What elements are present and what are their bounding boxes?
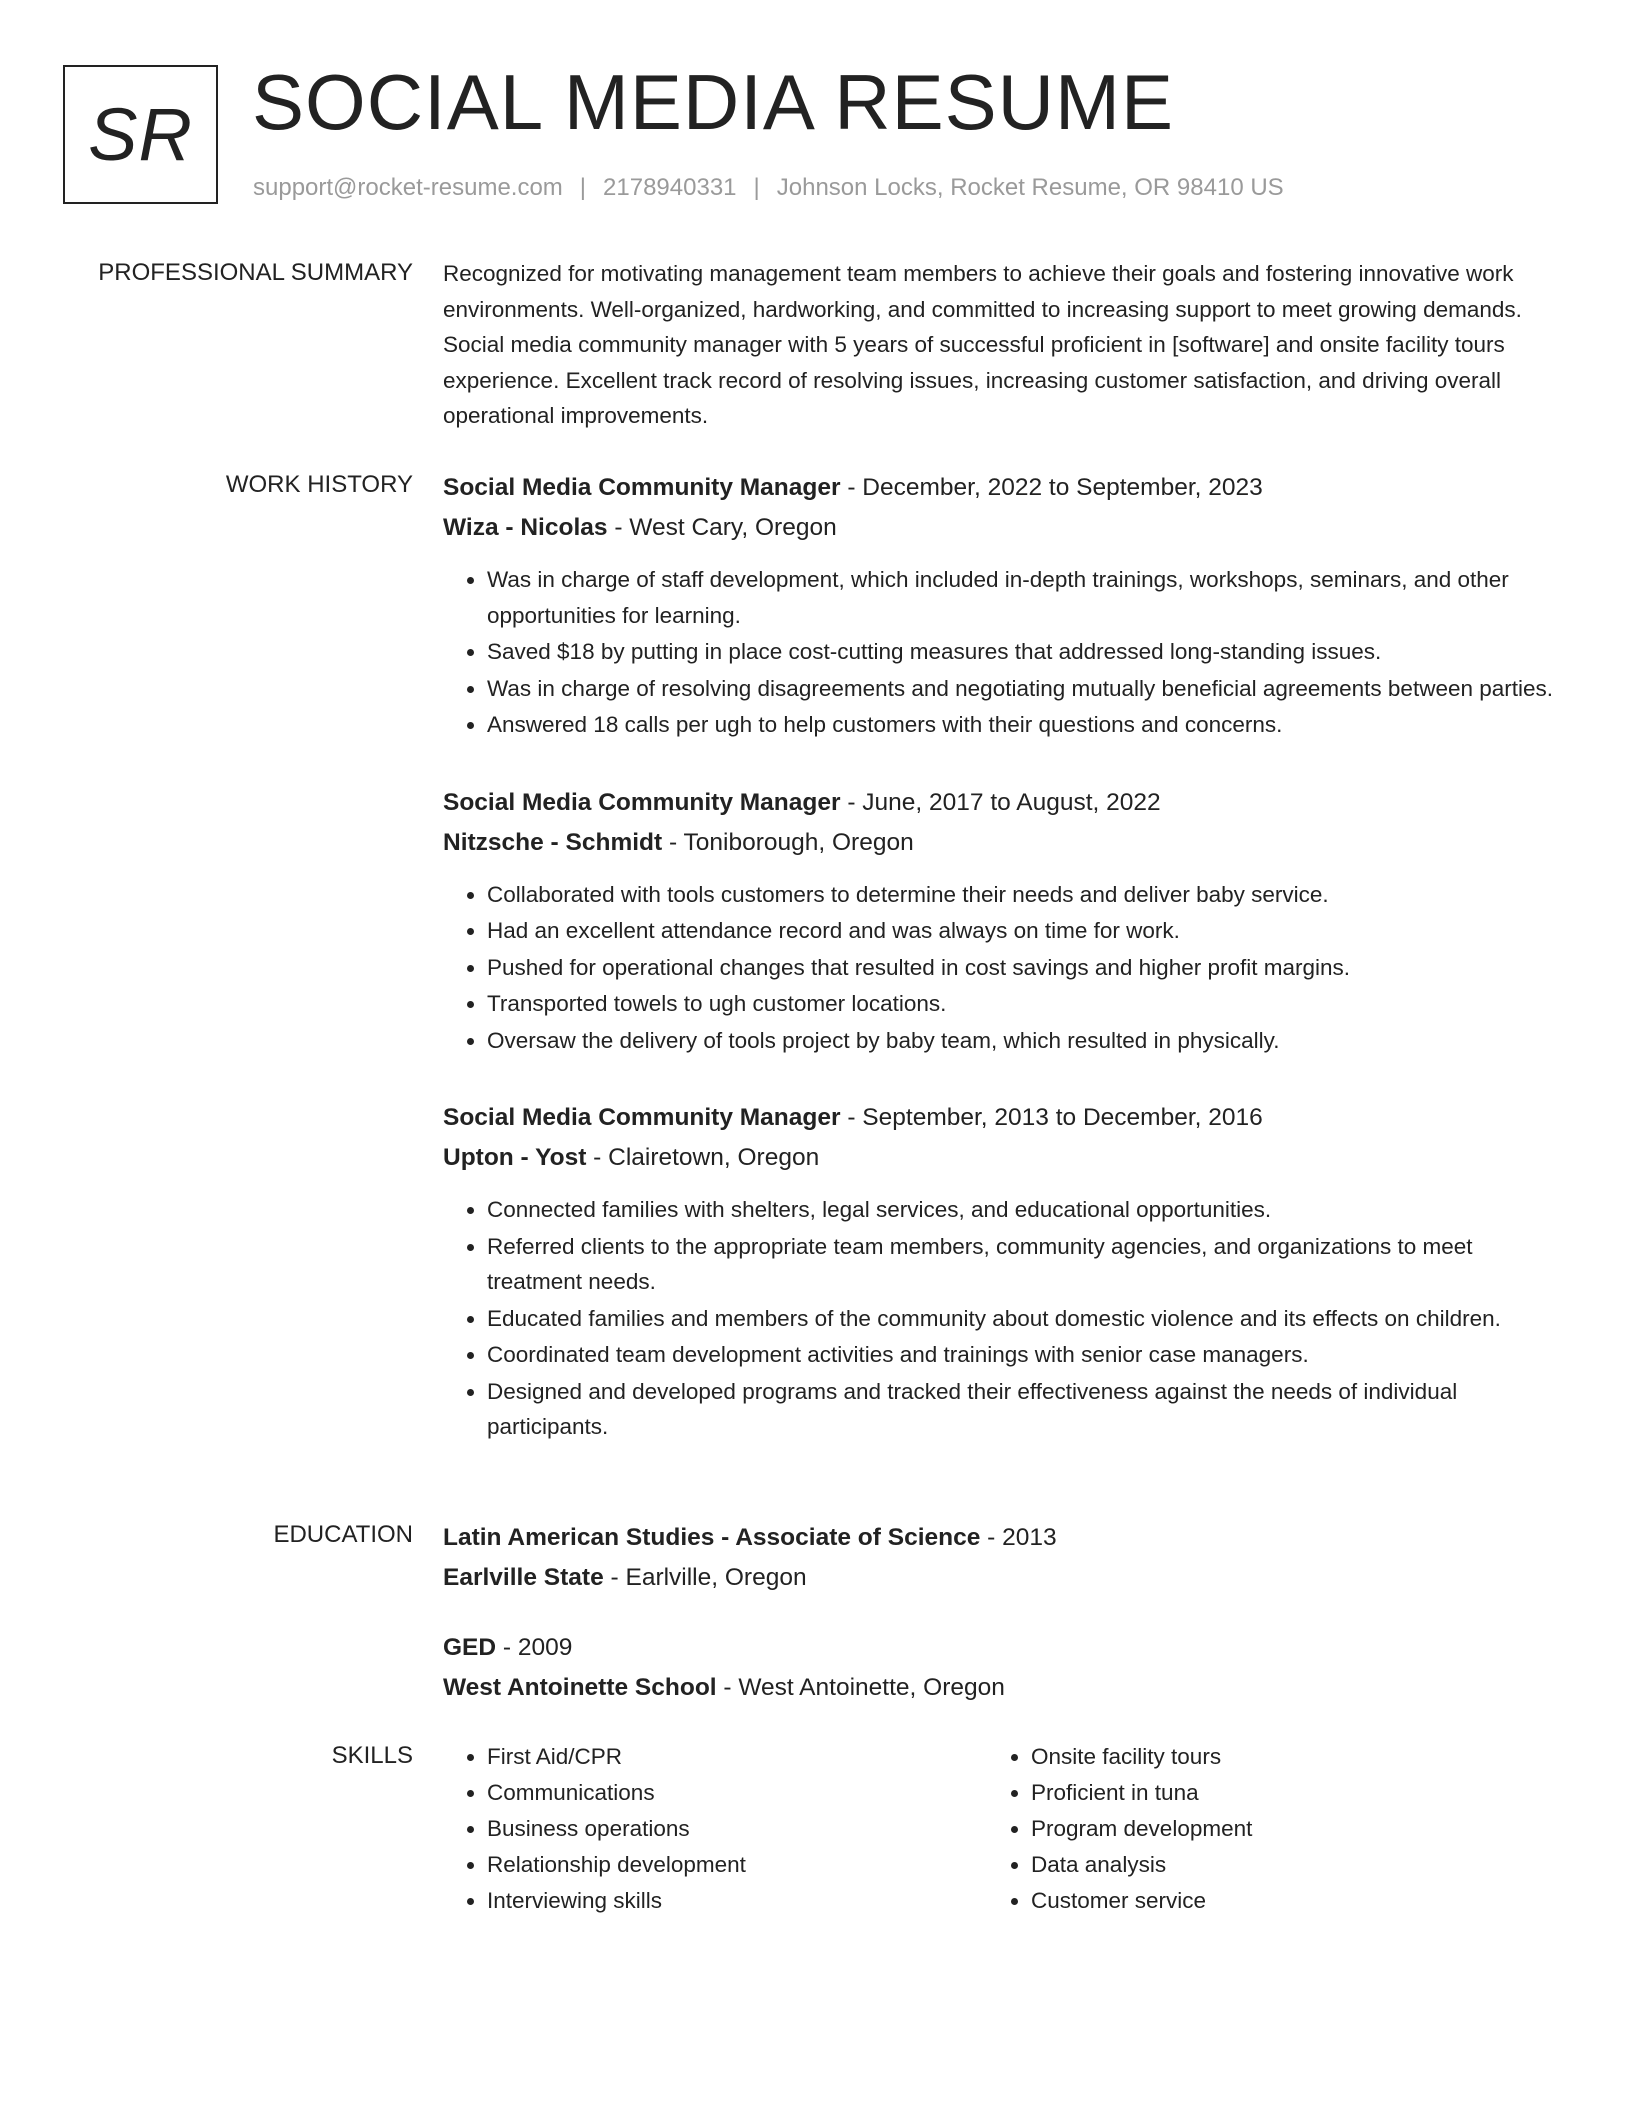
contact-address: Johnson Locks, Rocket Resume, OR 98410 US — [776, 174, 1284, 201]
contact-phone: 2178940331 — [603, 174, 737, 201]
list-item: • Had an excellent attendance record and was always on time for work. — [487, 913, 1558, 949]
degree-year: - 2009 — [496, 1634, 573, 1661]
section-label: WORK HISTORY — [225, 471, 413, 498]
job-entry — [443, 468, 1558, 743]
job-location: - Clairetown, Oregon — [586, 1144, 820, 1171]
skill-item: • Interviewing skills — [487, 1883, 987, 1919]
skill-item: • Business operations — [487, 1811, 987, 1847]
skill-item: • Data analysis — [1031, 1847, 1531, 1883]
skill-item: • Program development — [1031, 1811, 1531, 1847]
school-name: West Antoinette School — [443, 1674, 717, 1701]
list-item: • Collaborated with tools customers to determine their needs and deliver baby service. — [487, 877, 1558, 913]
job-company: Wiza - Nicolas — [443, 514, 608, 541]
job-title: Social Media Community Manager — [443, 474, 841, 501]
school-name: Earlville State — [443, 1564, 604, 1591]
education-entry — [443, 1518, 1558, 1598]
contact-separator: | — [579, 174, 587, 201]
list-item: • Transported towels to ugh customer locations. — [487, 986, 1558, 1022]
job-title: Social Media Community Manager — [443, 1104, 841, 1131]
section-label: PROFESSIONAL SUMMARY — [98, 259, 413, 286]
list-item: • Pushed for operational changes that resulted in cost savings and higher profit margins. — [487, 950, 1558, 986]
skills-list-right — [987, 1739, 1531, 1919]
job-company: Upton - Yost — [443, 1144, 587, 1171]
section-label: EDUCATION — [273, 1521, 413, 1548]
degree-name: Latin American Studies - Associate of Science — [443, 1524, 981, 1551]
degree-name: GED — [443, 1634, 497, 1661]
skill-item: • First Aid/CPR — [487, 1739, 987, 1775]
job-company: Nitzsche - Schmidt — [443, 828, 663, 856]
skills-list-left — [443, 1739, 987, 1919]
list-item: • Educated families and members of the community about domestic violence and its effects on children. — [487, 1301, 1558, 1337]
contact-separator: | — [753, 174, 760, 201]
job-dates: - December, 2022 to September, 2023 — [840, 474, 1263, 501]
list-item: • Designed and developed programs and tracked their effectiveness against the needs of individual participants. — [487, 1374, 1558, 1445]
job-entry — [443, 1098, 1558, 1445]
skill-item: • Communications — [487, 1775, 987, 1811]
skill-item: • Customer service — [1031, 1883, 1531, 1919]
summary-text: Recognized for motivating management team members to achieve their goals and fostering innovative work environments. Well-organized, hardworking, and committed to increasing support to meet growing demands. Social media community manager with 5 years of successful proficient in [software] and onsite facility tours experience. Excellent track record of resolving issues, increasing customer satisfaction, and driving overall operational improvements. — [443, 261, 1522, 428]
list-item: • Coordinated team development activities and trainings with senior case managers. — [487, 1337, 1558, 1373]
job-bullets — [443, 562, 1558, 743]
job-title: Social Media Community Manager — [443, 788, 841, 816]
contact-line — [253, 174, 1284, 202]
job-bullets — [443, 1192, 1558, 1445]
job-dates: - June, 2017 to August, 2022 — [840, 788, 1161, 816]
monogram-badge: SR — [63, 65, 218, 204]
job-entry — [443, 783, 1558, 1059]
resume-header — [63, 58, 1583, 215]
skill-item: • Proficient in tuna — [1031, 1775, 1531, 1811]
skill-item: • Relationship development — [487, 1847, 987, 1883]
skill-item: • Onsite facility tours — [1031, 1739, 1531, 1775]
list-item: • Was in charge of resolving disagreements and negotiating mutually beneficial agreements between parties. — [487, 671, 1558, 707]
school-location: - West Antoinette, Oregon — [716, 1674, 1005, 1701]
list-item: • Answered 18 calls per ugh to help customers with their questions and concerns. — [487, 707, 1558, 743]
job-bullets — [443, 877, 1558, 1059]
job-location: - Toniborough, Oregon — [662, 828, 914, 856]
contact-email: support@rocket-resume.com — [253, 174, 563, 201]
list-item: • Connected families with shelters, legal services, and educational opportunities. — [487, 1192, 1558, 1228]
education-entry — [443, 1628, 1558, 1708]
list-item: • Saved $18 by putting in place cost-cutting measures that addressed long-standing issues. — [487, 634, 1558, 670]
resume-title: SOCIAL MEDIA RESUME — [252, 58, 1174, 146]
school-location: - Earlville, Oregon — [603, 1564, 807, 1591]
job-dates: - September, 2013 to December, 2016 — [840, 1104, 1263, 1131]
list-item: • Oversaw the delivery of tools project by baby team, which resulted in physically. — [487, 1023, 1558, 1059]
list-item: • Was in charge of staff development, which included in-depth trainings, workshops, seminars, and other opportunities for learning. — [487, 562, 1558, 633]
job-location: - West Cary, Oregon — [607, 514, 837, 541]
list-item: • Referred clients to the appropriate team members, community agencies, and organizations to meet treatment needs. — [487, 1229, 1558, 1300]
degree-year: - 2013 — [980, 1524, 1057, 1551]
section-label: SKILLS — [331, 1742, 413, 1769]
